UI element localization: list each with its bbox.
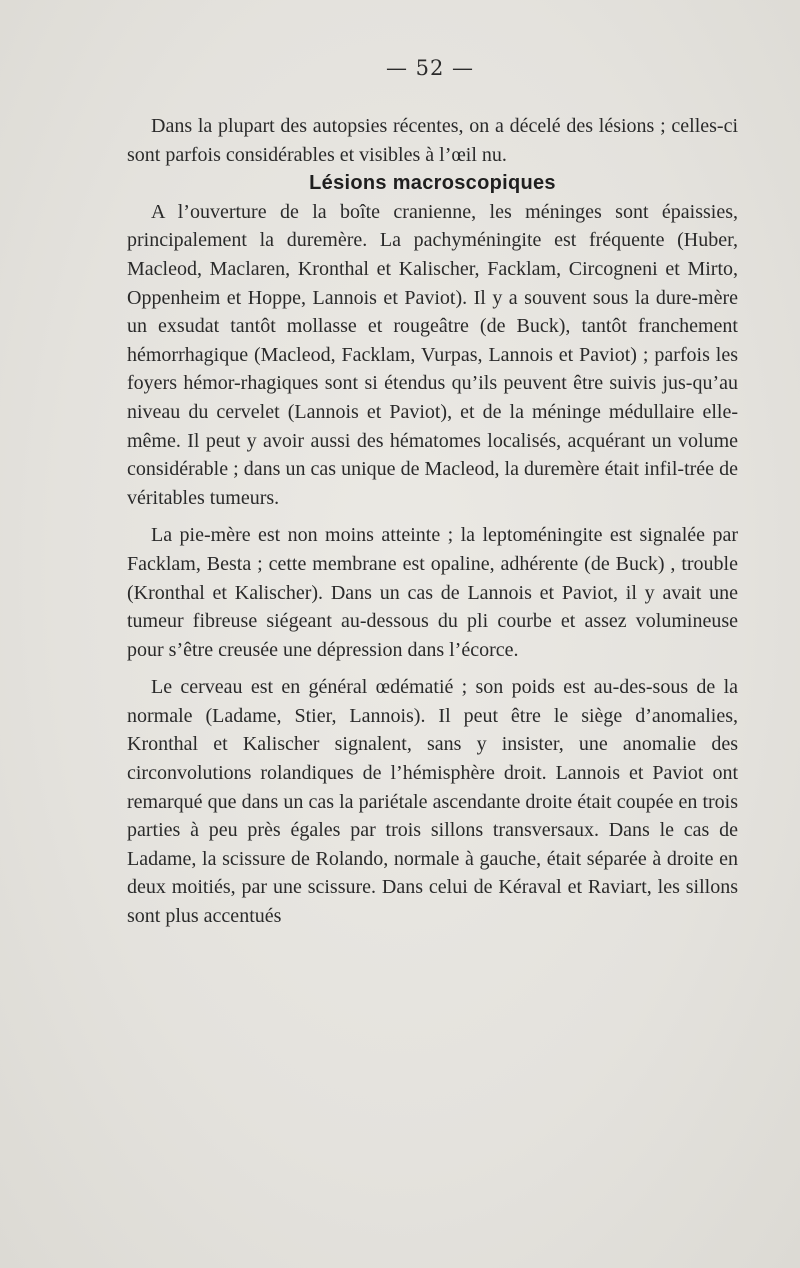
section-heading: Lésions macroscopiques <box>309 172 556 195</box>
intro-paragraph: Dans la plupart des autopsies récentes, on a décelé des lésions ; celles-ci sont parfois considérables et visibles à l’œil nu. <box>127 115 738 166</box>
page-body <box>127 112 738 940</box>
paragraph-meninges: A l’ouverture de la boîte cranienne, les méninges sont épaissies, principalement la duremère. La pachyméningite est fréquente (Huber, Macleod, Maclaren, Kronthal et Kalischer, Facklam, Circogneni et Mirto, Oppenheim et Hoppe, Lannois et Paviot). Il y a souvent sous la dure-mère un exsudat tantôt mollasse et rougeâtre (de Buck), tantôt franchement hémorrhagique (Macleod, Facklam, Vurpas, Lannois et Paviot) ; parfois les foyers hémor-rhagiques sont si étendus qu’ils peuvent être suivis jus-qu’au niveau du cervelet (Lannois et Paviot), et de la méninge médullaire elle-même. Il peut y avoir aussi des hématomes localisés, acquérant un volume considérable ; dans un cas unique de Macleod, la duremère était infil-trée de véritables tumeurs. <box>127 200 738 509</box>
page-number: — 52 — <box>385 56 475 80</box>
paragraph-pie-mere: La pie-mère est non moins atteinte ; la leptoméningite est signalée par Facklam, Besta ; cette membrane est opaline, adhérente (de Buck) , trouble (Kronthal et Kalischer). Dans un cas de Lannois et Paviot, il y avait une tumeur fibreuse siégeant au-dessous du pli courbe et assez volumineuse pour s’être creusée une dépression dans l’écorce. <box>127 524 738 661</box>
paragraph-cerveau: Le cerveau est en général œdématié ; son poids est au-des-sous de la normale (Ladame, Stier, Lannois). Il peut être le siège d’anomalies, Kronthal et Kalischer signalent, sans y insister, une anomalie des circonvolutions rolandiques de l’hémisphère droit. Lannois et Paviot ont remarqué que dans un cas la pariétale ascendante droite était coupée en trois parties à peu près égales par trois sillons transversaux. Dans le cas de Ladame, la scissure de Rolando, normale à gauche, était séparée à droite en deux moitiés, par une scissure. Dans celui de Kéraval et Raviart, les sillons sont plus accentués <box>127 676 738 928</box>
